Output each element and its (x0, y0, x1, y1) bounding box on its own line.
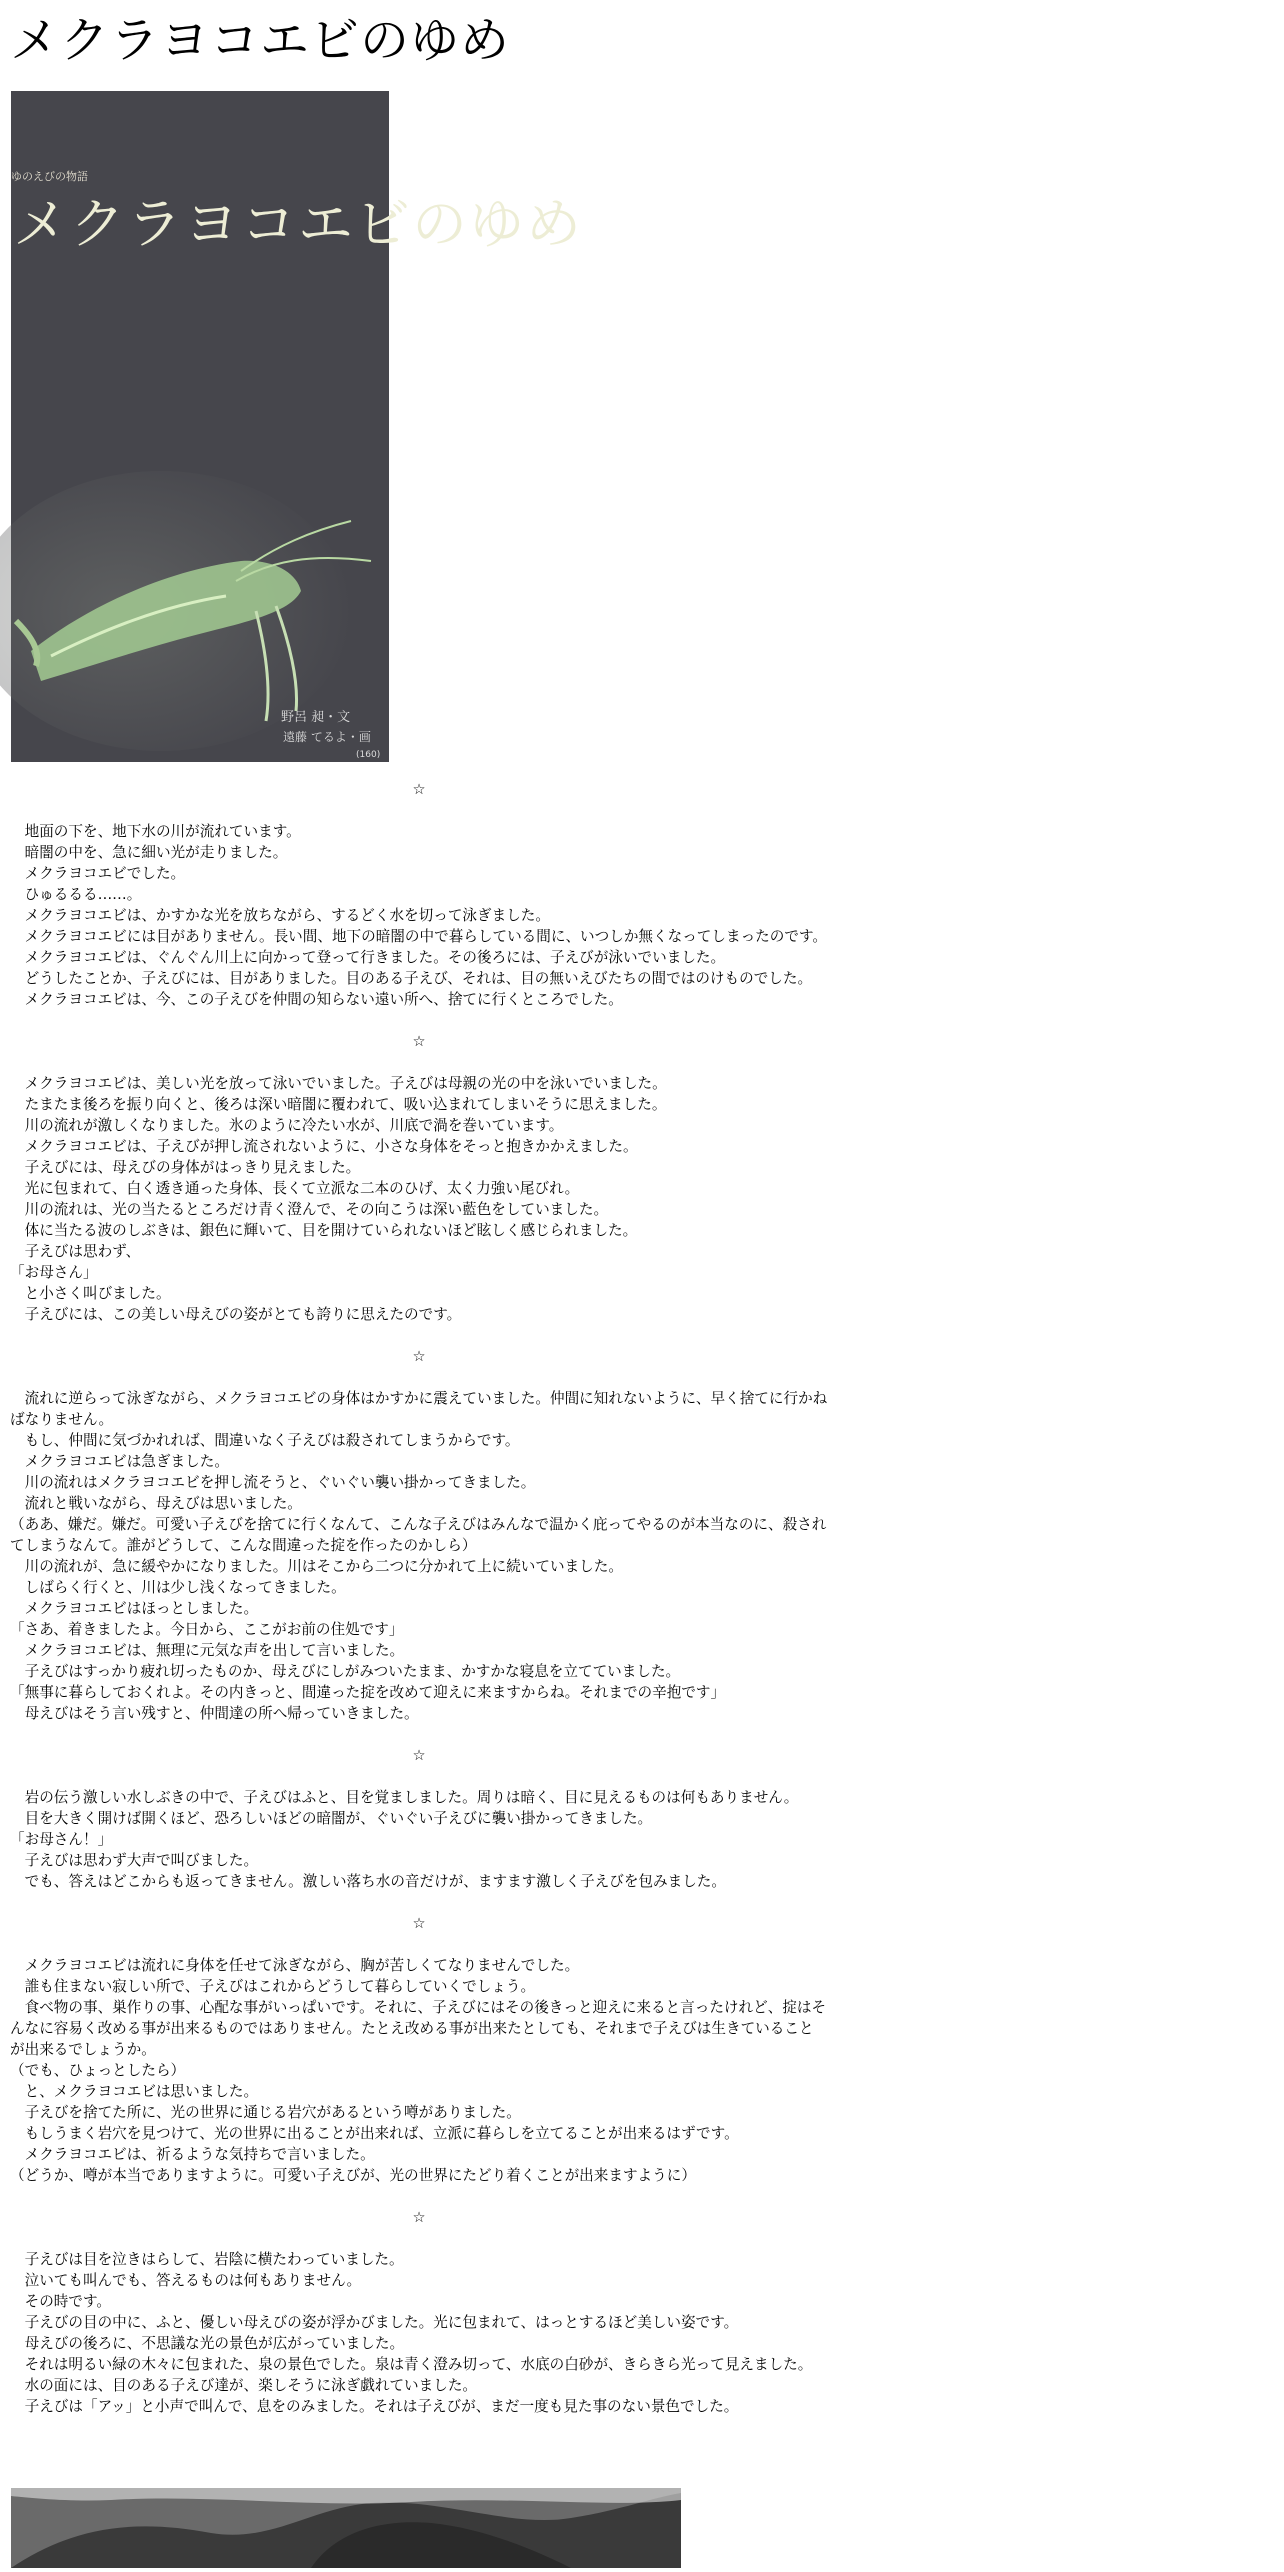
story-paragraph: 地面の下を、地下水の川が流れています。 (10, 823, 301, 840)
story-paragraph: 母えびの後ろに、不思議な光の景色が広がっていました。 (10, 2335, 405, 2352)
story-paragraph: 子えびは「アッ」と小声で叫んで、息をのみました。それは子えびが、まだ一度も見た事のない景色でした。 (10, 2398, 739, 2415)
story-paragraph: メクラヨコエビは、子えびが押し流されないように、小さな身体をそっと抱きかかえました。 (10, 1138, 638, 1155)
section-separator: ☆ (412, 1915, 426, 1932)
story-paragraph: （どうか、噂が本当でありますように。可愛い子えびが、光の世界にたどり着くことが出来ますように） (10, 2167, 696, 2184)
cover-author-credit: 野呂 昶・文 (281, 710, 351, 725)
story-paragraph: メクラヨコエビは、かすかな光を放ちながら、するどく水を切って泳ぎました。 (10, 907, 550, 924)
story-paragraph: 暗闇の中を、急に細い光が走りました。 (10, 844, 288, 861)
story-paragraph: 体に当たる波のしぶきは、銀色に輝いて、目を開けていられないほど眩しく感じられました。 (10, 1222, 638, 1239)
page-title: メクラヨコエビのゆめ (10, 12, 511, 69)
story-paragraph: （でも、ひょっとしたら） (10, 2062, 186, 2079)
story-paragraph: その時です。 (10, 2293, 111, 2310)
story-paragraph: 子えびは目を泣きはらして、岩陰に横たわっていました。 (10, 2251, 404, 2268)
story-paragraph: と、メクラヨコエビは思いました。 (10, 2083, 259, 2100)
story-paragraph: 子えびの目の中に、ふと、優しい母えびの姿が浮かびました。光に包まれて、はっとするほど美しい姿です。 (10, 2314, 739, 2331)
section-separator: ☆ (412, 1033, 426, 1050)
story-paragraph: 目を大きく開けば開くほど、恐ろしいほどの暗闇が、ぐいぐい子えびに襲い掛かってきました。 (10, 1810, 653, 1827)
story-paragraph: 川の流れはメクラヨコエビを押し流そうと、ぐいぐい襲い掛かってきました。 (10, 1474, 536, 1491)
cover-artist-credit: 遠藤 てるよ・画 (283, 730, 371, 744)
story-paragraph: 水の面には、目のある子えび達が、楽しそうに泳ぎ戯れていました。 (10, 2377, 478, 2394)
story-paragraph: それは明るい緑の木々に包まれた、泉の景色でした。泉は青く澄み切って、水底の白砂が、きらきら光って見えました。 (10, 2356, 813, 2373)
story-paragraph: メクラヨコエビは、美しい光を放って泳いでいました。子えびは母親の光の中を泳いでいました。 (10, 1075, 667, 1092)
story-section (10, 821, 828, 1010)
cover-subtitle: ゆのえびの物語 (11, 170, 88, 183)
story-paragraph: 子えびはすっかり疲れ切ったものか、母えびにしがみついたまま、かすかな寝息を立てていました。 (10, 1663, 681, 1680)
story-paragraph: メクラヨコエビは流れに身体を任せて泳ぎながら、胸が苦しくてなりませんでした。 (10, 1957, 580, 1974)
story-paragraph: しばらく行くと、川は少し浅くなってきました。 (10, 1579, 346, 1596)
section-separator: ☆ (412, 1747, 426, 1764)
story-paragraph: （ああ、嫌だ。嫌だ。可愛い子えびを捨てに行くなんて、こんな子えびはみんなで温かく庇ってやるのが本当なのに、殺されてしまうなんて。誰がどうして、こんな間違った掟を作ったのかしら） (10, 1516, 827, 1554)
story-paragraph: 食べ物の事、巣作りの事、心配な事がいっぱいです。それに、子えびにはその後きっと迎えに来ると言ったけれど、掟はそんなに容易く改める事が出来るものではありません。たとえ改める事が出来たとしても、それまで子えびは生きていることが出来るでしょうか。 (10, 1999, 827, 2058)
section-separator: ☆ (412, 1348, 426, 1365)
story-paragraph: 子えびを捨てた所に、光の世界に通じる岩穴があるという噂がありました。 (10, 2104, 521, 2121)
story-section (10, 2249, 828, 2417)
cover-illustration (11, 91, 584, 762)
story-paragraph: メクラヨコエビは、無理に元気な声を出して言いました。 (10, 1642, 405, 1659)
story-paragraph: 子えびは思わず、 (10, 1243, 141, 1260)
story-paragraph: 流れに逆らって泳ぎながら、メクラヨコエビの身体はかすかに震えていました。仲間に知れないように、早く捨てに行かねばなりません。 (10, 1390, 828, 1428)
story-paragraph: メクラヨコエビは、今、この子えびを仲間の知らない遠い所へ、捨てに行くところでした。 (10, 991, 623, 1008)
story-paragraph: 誰も住まない寂しい所で、子えびはこれからどうして暮らしていくでしょう。 (10, 1978, 536, 1995)
cover-title: メクラヨコエビのゆめ (13, 192, 584, 256)
story-paragraph: たまたま後ろを振り向くと、後ろは深い暗闇に覆われて、吸い込まれてしまいそうに思えました。 (10, 1096, 667, 1113)
story-paragraph: ひゅるるる……。 (10, 886, 142, 903)
story-paragraph: 泣いても叫んでも、答えるものは何もありません。 (10, 2272, 362, 2289)
story-section (10, 1955, 828, 2186)
illustration-artwork (11, 2488, 681, 2568)
story-section (10, 1388, 828, 1724)
story-paragraph: メクラヨコエビは、ぐんぐん川上に向かって登って行きました。その後ろには、子えびが泳いでいました。 (10, 949, 726, 966)
story-paragraph: メクラヨコエビには目がありません。長い間、地下の暗闇の中で暮らしている間に、いつしか無くなってしまったのです。 (10, 928, 827, 945)
story-paragraph: メクラヨコエビでした。 (10, 865, 186, 882)
story-body (10, 779, 828, 2438)
section-separator: ☆ (412, 781, 426, 798)
story-paragraph: メクラヨコエビはほっとしました。 (10, 1600, 259, 1617)
story-paragraph: 母えびはそう言い残すと、仲間達の所へ帰っていきました。 (10, 1705, 419, 1722)
story-paragraph: メクラヨコエビは、祈るような気持ちで言いました。 (10, 2146, 375, 2163)
story-paragraph: もし、仲間に気づかれれば、間違いなく子えびは殺されてしまうからです。 (10, 1432, 520, 1449)
story-paragraph: 光に包まれて、白く透き通った身体、長くて立派な二本のひげ、太く力強い尾びれ。 (10, 1180, 580, 1197)
story-paragraph: と小さく叫びました。 (10, 1285, 171, 1302)
story-paragraph: 川の流れは、光の当たるところだけ青く澄んで、その向こうは深い藍色をしていました。 (10, 1201, 609, 1218)
cover-page-number: (160) (356, 750, 381, 760)
story-paragraph: メクラヨコエビは急ぎました。 (10, 1453, 229, 1470)
story-paragraph: 川の流れが激しくなりました。氷のように冷たい水が、川底で渦を巻いています。 (10, 1117, 564, 1134)
story-paragraph: 子えびは思わず大声で叫びました。 (10, 1852, 259, 1869)
story-paragraph: 「さあ、着きましたよ。今日から、ここがお前の住処です」 (10, 1621, 404, 1638)
story-illustration (11, 2488, 681, 2568)
story-paragraph: どうしたことか、子えびには、目がありました。目のある子えび、それは、目の無いえびたちの間ではのけものでした。 (10, 970, 813, 987)
story-paragraph: 「無事に暮らしておくれよ。その内きっと、間違った掟を改めて迎えに来ますからね。それまでの辛抱です」 (10, 1684, 726, 1701)
story-paragraph: 子えびには、母えびの身体がはっきり見えました。 (10, 1159, 361, 1176)
story-paragraph: 岩の伝う激しい水しぶきの中で、子えびはふと、目を覚ましました。周りは暗く、目に見えるものは何もありません。 (10, 1789, 799, 1806)
story-paragraph: もしうまく岩穴を見つけて、光の世界に出ることが出来れば、立派に暮らしを立てることが出来るはずです。 (10, 2125, 739, 2142)
story-paragraph: 流れと戦いながら、母えびは思いました。 (10, 1495, 302, 1512)
story-section (10, 1073, 828, 1325)
story-paragraph: 「お母さん！」 (10, 1831, 113, 1848)
section-separator: ☆ (412, 2209, 426, 2226)
story-paragraph: 川の流れが、急に緩やかになりました。川はそこから二つに分かれて上に続いていました。 (10, 1558, 623, 1575)
story-paragraph: 子えびには、この美しい母えびの姿がとても誇りに思えたのです。 (10, 1306, 462, 1323)
story-paragraph: でも、答えはどこからも返ってきません。激しい落ち水の音だけが、ますます激しく子えびを包みました。 (10, 1873, 726, 1890)
story-paragraph: 「お母さん」 (10, 1264, 98, 1281)
story-section (10, 1787, 828, 1892)
